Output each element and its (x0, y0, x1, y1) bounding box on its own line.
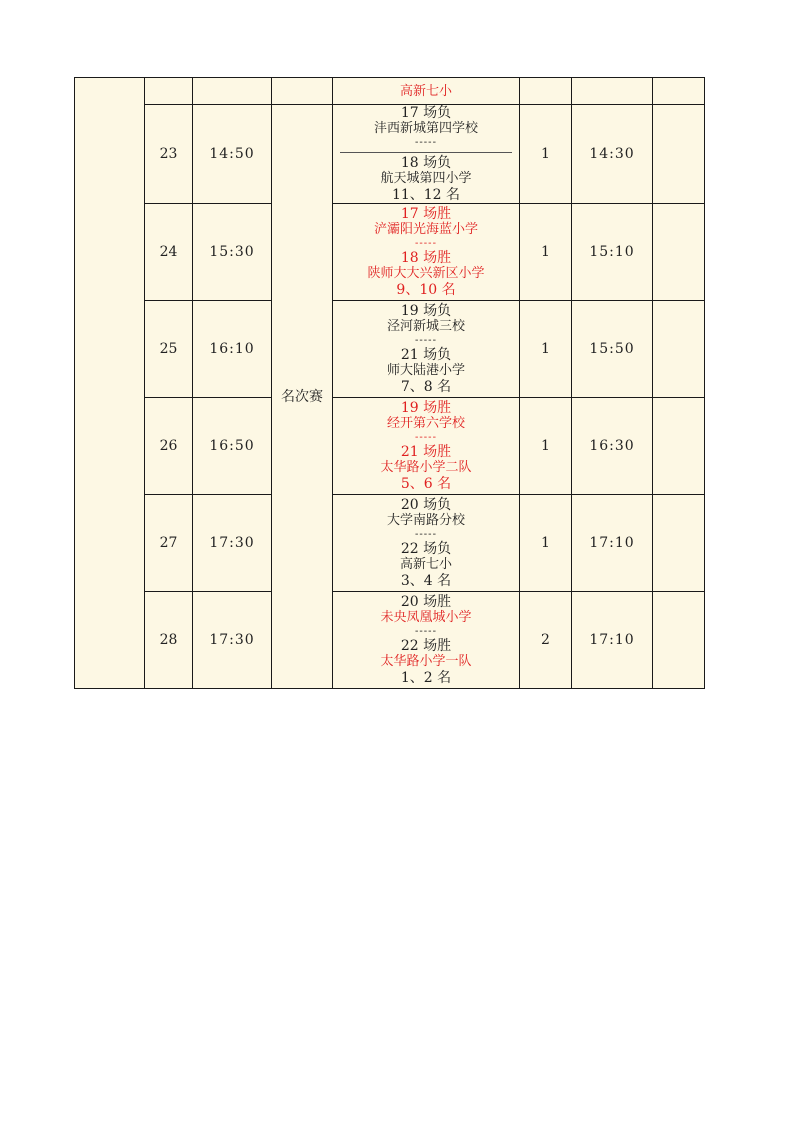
team-1: 大学南路分校 (386, 513, 465, 528)
note-cell (653, 301, 705, 398)
match-no-cell: 23 (145, 105, 193, 204)
team-1: 经开第六学校 (386, 416, 465, 431)
versus-dash: ----- (415, 529, 437, 540)
team-1: 泾河新城三校 (386, 319, 465, 334)
versus-dash: ----- (415, 137, 437, 148)
team-1: 沣西新城第四学校 (373, 121, 478, 136)
team-2: 师大陆港小学 (386, 363, 465, 378)
rank-label: 11、12 名 (391, 187, 461, 203)
schedule-table (74, 77, 705, 689)
time2-cell: 15:50 (572, 301, 653, 398)
versus-dash: ----- (415, 335, 437, 346)
table-row (75, 105, 705, 204)
match-ref-1: 19 场负 (400, 303, 452, 319)
matchup-cell (333, 398, 520, 495)
note-cell (653, 592, 705, 689)
match-ref-2: 21 场负 (400, 347, 452, 363)
field-cell (520, 78, 572, 105)
match-ref-2: 22 场负 (400, 541, 452, 557)
rank-label: 7、8 名 (400, 379, 452, 395)
match-no-cell (145, 78, 193, 105)
match-ref-2: 18 场负 (400, 155, 452, 171)
table-row-continued (75, 78, 705, 105)
rank-label: 3、4 名 (400, 573, 452, 589)
table-row (75, 398, 705, 495)
table-row (75, 495, 705, 592)
time-cell: 14:50 (193, 105, 272, 204)
versus-dash: ----- (415, 432, 437, 443)
note-cell (653, 495, 705, 592)
versus-dash: ----- (415, 238, 437, 249)
match-ref-1: 20 场胜 (400, 594, 452, 610)
note-cell (653, 204, 705, 301)
table-row (75, 592, 705, 689)
matchup-cell (333, 105, 520, 204)
matchup-cell (333, 78, 520, 105)
time2-cell: 17:10 (572, 495, 653, 592)
match-no-cell: 25 (145, 301, 193, 398)
matchup-cell (333, 495, 520, 592)
time-cell (193, 78, 272, 105)
match-ref-1: 19 场胜 (400, 400, 452, 416)
team-1: 浐灞阳光海蓝小学 (373, 222, 478, 237)
match-no-cell: 24 (145, 204, 193, 301)
field-cell: 1 (520, 204, 572, 301)
rank-label: 5、6 名 (400, 476, 452, 492)
field-cell: 1 (520, 495, 572, 592)
matchup-cell (333, 301, 520, 398)
time2-cell: 17:10 (572, 592, 653, 689)
note-cell (653, 78, 705, 105)
stage-cell: 名次赛 (272, 105, 333, 689)
team-2: 航天城第四小学 (380, 171, 472, 186)
time2-cell: 16:30 (572, 398, 653, 495)
time2-cell: 14:30 (572, 105, 653, 204)
matchup-cell (333, 204, 520, 301)
field-cell: 1 (520, 105, 572, 204)
time-cell: 17:30 (193, 592, 272, 689)
rank-label: 1、2 名 (400, 670, 452, 686)
day-cell (75, 78, 145, 689)
match-no-cell: 28 (145, 592, 193, 689)
stage-cell (272, 78, 333, 105)
note-cell (653, 105, 705, 204)
time2-cell (572, 78, 653, 105)
match-ref-1: 20 场负 (400, 497, 452, 513)
field-cell: 1 (520, 398, 572, 495)
match-ref-1: 17 场胜 (400, 206, 452, 222)
team-2: 太华路小学二队 (380, 460, 472, 475)
team-1: 未央凤凰城小学 (380, 610, 472, 625)
field-cell: 1 (520, 301, 572, 398)
time-cell: 16:10 (193, 301, 272, 398)
match-ref-1: 17 场负 (400, 105, 452, 121)
table-row (75, 301, 705, 398)
table-row (75, 204, 705, 301)
divider-line (340, 152, 512, 153)
field-cell: 2 (520, 592, 572, 689)
match-ref-2: 22 场胜 (400, 638, 452, 654)
team-name: 高新七小 (399, 84, 452, 99)
match-ref-2: 18 场胜 (400, 250, 452, 266)
match-ref-2: 21 场胜 (400, 444, 452, 460)
time-cell: 15:30 (193, 204, 272, 301)
team-2: 太华路小学一队 (380, 654, 472, 669)
time-cell: 17:30 (193, 495, 272, 592)
note-cell (653, 398, 705, 495)
time-cell: 16:50 (193, 398, 272, 495)
matchup-cell (333, 592, 520, 689)
team-2: 高新七小 (399, 557, 452, 572)
match-no-cell: 27 (145, 495, 193, 592)
team-2: 陕师大大兴新区小学 (367, 266, 485, 281)
match-no-cell: 26 (145, 398, 193, 495)
time2-cell: 15:10 (572, 204, 653, 301)
rank-label: 9、10 名 (396, 282, 456, 298)
versus-dash: ----- (415, 626, 437, 637)
